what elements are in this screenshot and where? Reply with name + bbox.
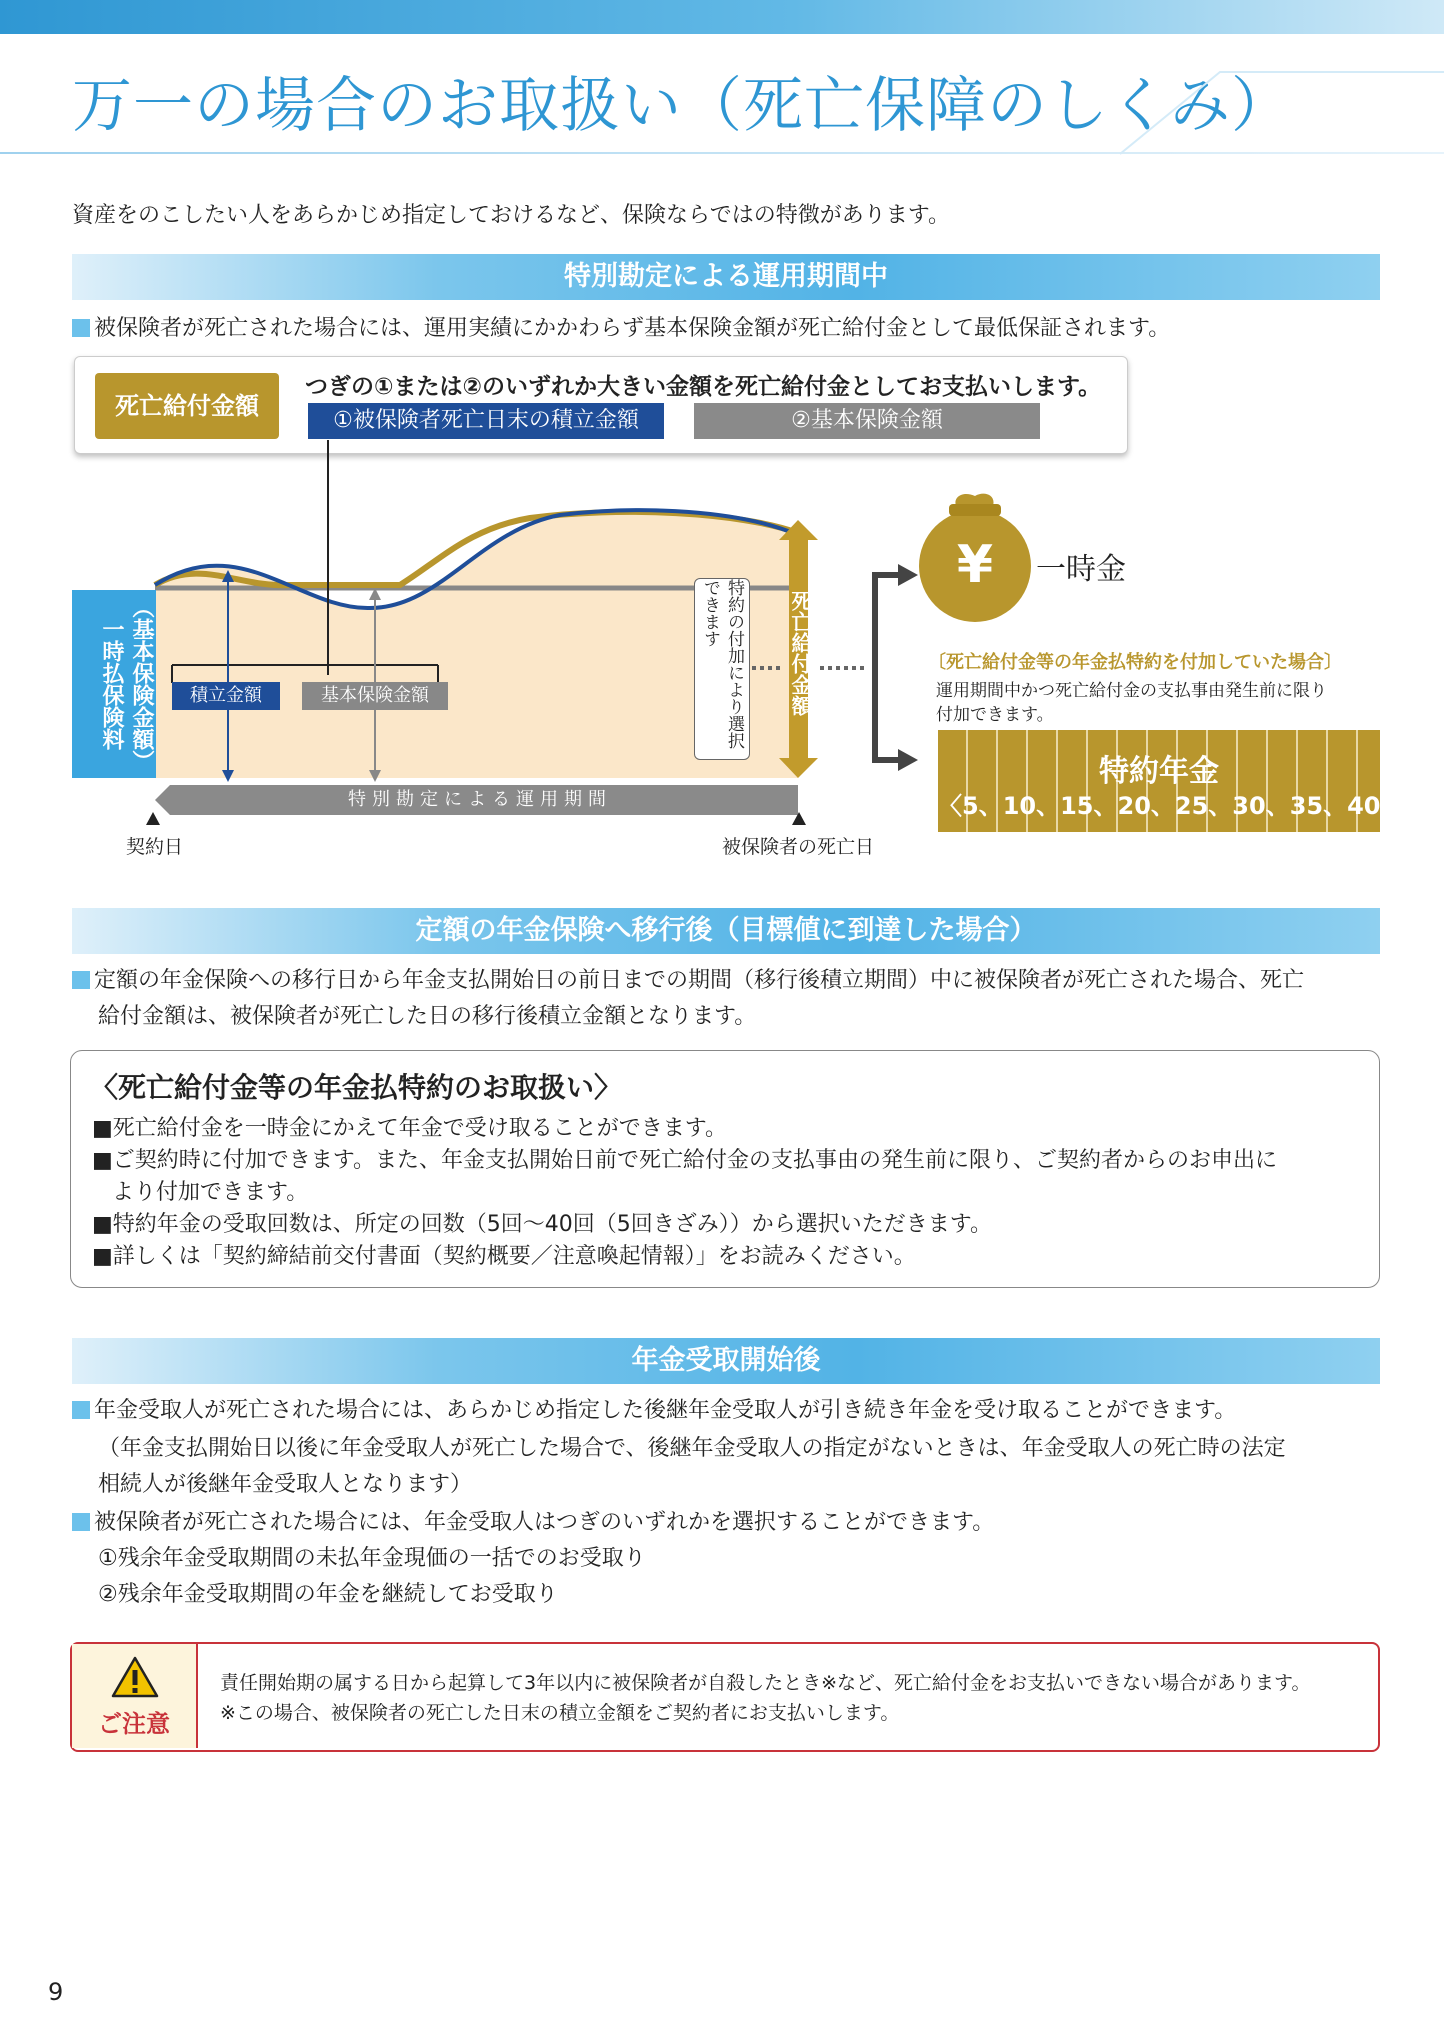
warning-line-2: ※この場合、被保険者の死亡した日末の積立金額をご契約者にお支払いします。 — [220, 1702, 900, 1724]
annuity-options: 〈5、10、15、20、25、30、35、40回〉 — [938, 792, 1429, 820]
bullet-square-icon — [72, 319, 90, 337]
section-header-after-annuity-start: 年金受取開始後 — [72, 1338, 1380, 1384]
page-number: 9 — [48, 1978, 64, 2006]
reserve-amount-tag: 積立金額 — [172, 682, 280, 710]
death-benefit-rule: つぎの①または②のいずれか大きい金額を死亡給付金としてお支払いします。 — [305, 374, 1102, 400]
section3-bullet-2-text: 被保険者が死亡された場合には、年金受取人はつぎのいずれかを選択することができます。 — [94, 1510, 995, 1535]
warning-line-1: 責任開始期の属する日から起算して3年以内に被保険者が自殺したとき※など、死亡給付金をお支払いできない場合があります。 — [220, 1672, 1311, 1694]
section2-bullet-2: 給付金額は、被保険者が死亡した日の移行後積立金額となります。 — [98, 1004, 757, 1029]
rider-box-item-4: ■詳しくは「契約締結前交付書面（契約概要／注意喚起情報）」をお読みください。 — [92, 1244, 916, 1269]
period-label: 特別勘定による運用期間 — [348, 789, 612, 810]
yen-icon: ¥ — [956, 535, 994, 595]
section3-option-1: ①残余年金受取期間の未払年金現価の一括でのお受取り — [98, 1546, 646, 1571]
basic-amount-tag: 基本保険金額 — [302, 682, 448, 710]
rider-desc-2: 付加できます。 — [936, 705, 1054, 725]
section2-bullet-1-text: 定額の年金保険への移行日から年金支払開始日の前日までの期間（移行後積立期間）中に被保険者が死亡された場合、死亡 — [94, 968, 1305, 993]
page-title: 万一の場合のお取扱い（死亡保障のしくみ） — [72, 71, 1292, 141]
bullet-square-icon — [72, 971, 90, 989]
bullet-square-icon — [72, 1401, 90, 1419]
lump-sum-label: 一時金 — [1036, 552, 1126, 587]
rider-box-item-2b: より付加できます。 — [112, 1180, 309, 1205]
rider-box-title: 〈死亡給付金等の年金払特約のお取扱い〉 — [90, 1071, 623, 1104]
contract-date-label: 契約日 — [126, 836, 184, 858]
warning-icon — [111, 1656, 159, 1698]
death-amount-label: 死亡給付金額 — [789, 590, 813, 716]
section-header-fixed-annuity: 定額の年金保険へ移行後（目標値に到達した場合） — [72, 908, 1380, 954]
warning-label: ご注意 — [98, 1710, 170, 1738]
option-reserve-amount: ①被保険者死亡日末の積立金額 — [308, 403, 664, 439]
bullet-square-icon — [72, 1513, 90, 1531]
annuity-title: 特約年金 — [1099, 754, 1219, 789]
section3-option-2: ②残余年金受取期間の年金を継続してお受取り — [98, 1582, 558, 1607]
section-header-operation-period: 特別勘定による運用期間中 — [72, 254, 1380, 300]
rider-select-note: 特約の付加により選択できます — [694, 578, 750, 760]
section1-bullet — [72, 312, 1170, 346]
death-date-label: 被保険者の死亡日 — [722, 836, 875, 858]
section3-note-1: （年金支払開始日以後に年金受取人が死亡した場合で、後継年金受取人の指定がないときは、年金受取人の死亡時の法定 — [98, 1436, 1286, 1461]
section3-bullet-1-text: 年金受取人が死亡された場合には、あらかじめ指定した後継年金受取人が引き続き年金を受け取ることができます。 — [94, 1398, 1237, 1423]
section3-note-2: 相続人が後継年金受取人となります） — [98, 1472, 473, 1497]
death-benefit-label: 死亡給付金額 — [95, 373, 279, 439]
section1-bullet-text: 被保険者が死亡された場合には、運用実績にかかわらず基本保険金額が死亡給付金として最低保証されます。 — [94, 316, 1171, 341]
rider-desc-1: 運用期間中かつ死亡給付金の支払事由発生前に限り — [936, 681, 1327, 701]
option-basic-amount: ②基本保険金額 — [694, 403, 1040, 439]
warning-box — [70, 1642, 1380, 1752]
rider-box-item-3: ■特約年金の受取回数は、所定の回数（5回～40回（5回きざみ））から選択いただきます。 — [92, 1212, 993, 1237]
intro-text: 資産をのこしたい人をあらかじめ指定しておけるなど、保険ならではの特徴があります。 — [72, 203, 951, 228]
title-decoration — [1100, 68, 1444, 156]
top-accent-bar — [0, 0, 1444, 34]
rider-box-item-2a: ■ご契約時に付加できます。また、年金支払開始日前で死亡給付金の支払事由の発生前に限り、ご契約者からのお申出に — [92, 1148, 1278, 1173]
rider-header: 〔死亡給付金等の年金払特約を付加していた場合〕 — [928, 652, 1342, 673]
rider-box-item-1: ■死亡給付金を一時金にかえて年金で受け取ることができます。 — [92, 1116, 728, 1141]
section3-bullet-2 — [72, 1506, 994, 1540]
section3-bullet-1 — [72, 1394, 1236, 1428]
section2-bullet-1 — [72, 964, 1304, 998]
premium-bar: （基本保険金額）一時払保険料 — [72, 590, 156, 778]
